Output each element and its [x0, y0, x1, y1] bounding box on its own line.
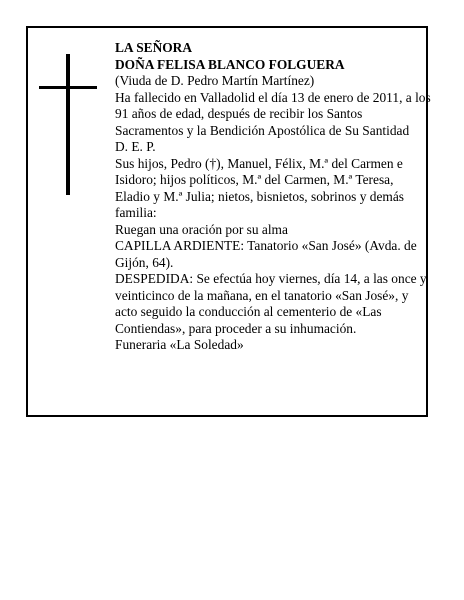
- funeral-home: Funeraria «La Soledad»: [115, 337, 244, 352]
- death-announcement: Ha fallecido en Valladolid el día 13 de enero de 2011, a los 91 años de edad, después de recibir los Santos Sacramentos y la Bendición Apostólica de Su Santidad: [115, 89, 431, 138]
- obituary-notice: [26, 26, 431, 417]
- chapel-info: CAPILLA ARDIENTE: Tanatorio «San José» (Avda. de Gijón, 64).: [115, 238, 417, 270]
- prayer-request: Ruegan una oración por su alma: [115, 221, 288, 237]
- rip: D. E. P.: [115, 139, 156, 154]
- cross-icon: [28, 28, 29, 29]
- notice-title: LA SEÑORA: [115, 40, 193, 55]
- cross-horizontal-bar: [39, 86, 97, 89]
- family-list: Sus hijos, Pedro (†), Manuel, Félix, M.ª del Carmen e Isidoro; hijos políticos, M.ª del Carmen, M.ª Teresa, Eladio y M.ª Julia; nietos, bisnietos, sobrinos y demás familia:: [115, 155, 404, 220]
- cross-vertical-bar: [66, 54, 70, 195]
- deceased-name: DOÑA FELISA BLANCO FOLGUERA: [115, 56, 345, 72]
- notice-text: [115, 40, 431, 354]
- widow-of: (Viuda de D. Pedro Martín Martínez): [115, 73, 315, 88]
- farewell-info: DESPEDIDA: Se efectúa hoy viernes, día 14, a las once y veinticinco de la mañana, en el tanatorio «San José», y acto seguido la conducción al cementerio de «Las Contiendas», para proceder a su inhumación.: [115, 271, 427, 336]
